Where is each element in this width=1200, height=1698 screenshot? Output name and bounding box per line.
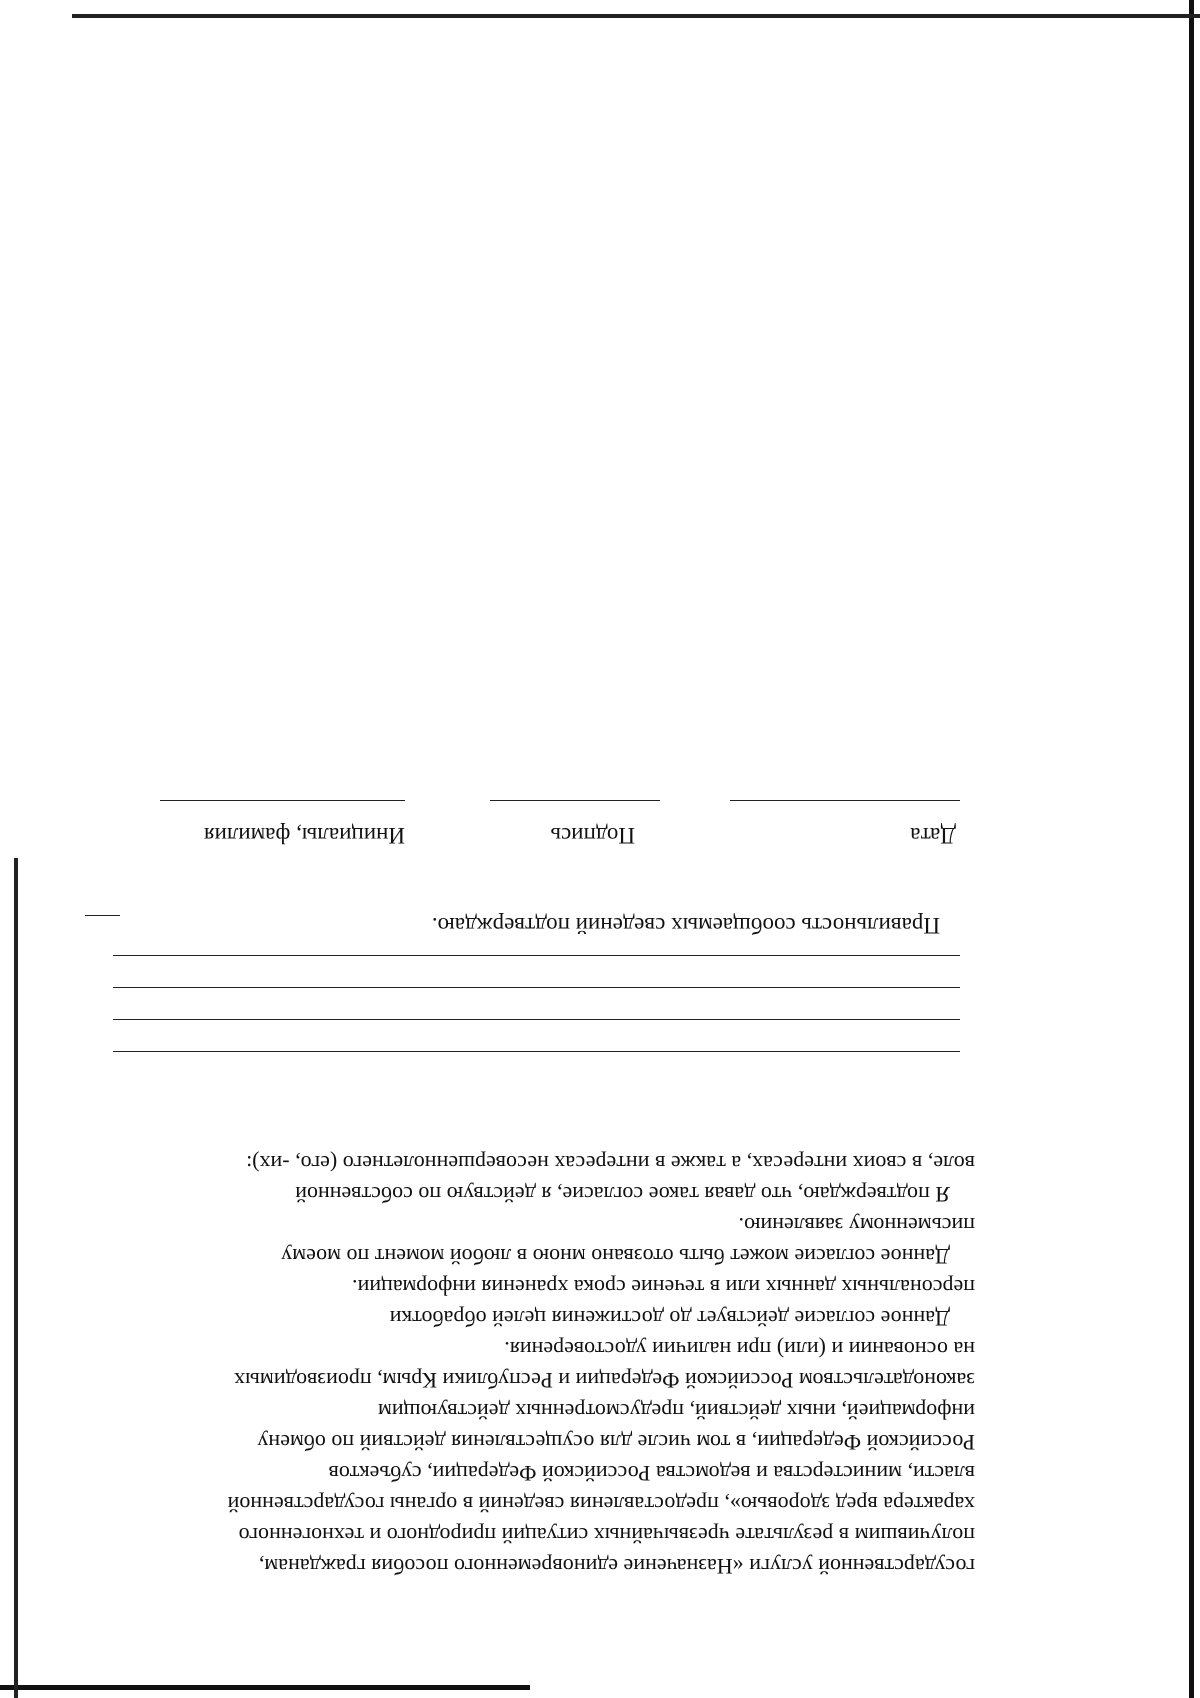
scan-edge-bottom <box>72 14 1200 18</box>
revoke-line: Данное согласие может быть отозвано мною в любой момент по моему <box>281 1244 950 1269</box>
name-label: Инициалы, фамилия <box>203 823 405 848</box>
consent-line: законодательством Российской Федерации и Республики Крым, производимых <box>234 1368 975 1393</box>
date-field[interactable] <box>730 800 960 803</box>
consent-line: информацией, иных действий, предусмотренных действующим <box>377 1399 975 1424</box>
validity-line: персональных данных или в течение срока хранения информации. <box>352 1275 975 1300</box>
blank-line[interactable] <box>113 987 960 1019</box>
blank-line[interactable] <box>113 1019 960 1051</box>
confirm-line: Я подтверждаю, что давая такое согласие, я действую по собственной <box>295 1182 950 1207</box>
validity-line: Данное согласие действует до достижения целей обработки <box>389 1306 950 1331</box>
blank-line[interactable] <box>113 955 960 987</box>
consent-line: власти, министерства и ведомства Российской Федерации, субъектов <box>328 1461 975 1486</box>
blank-line[interactable] <box>113 1051 960 1083</box>
name-field[interactable] <box>160 800 405 803</box>
accuracy-statement: Правильность сообщаемых сведений подтверждаю. <box>431 913 940 938</box>
consent-line: получившим в результате чрезвычайных ситуаций природного и техногенного <box>238 1523 975 1548</box>
consent-text <box>120 1148 975 1582</box>
consent-line: на основании и (или) при наличии удостоверения. <box>504 1337 975 1362</box>
scan-edge-right <box>14 858 18 1698</box>
scan-edge-top <box>0 1685 530 1690</box>
signature-label: Подпись <box>550 823 635 848</box>
scan-edge-left <box>1189 0 1194 1698</box>
revoke-line: письменному заявлению. <box>738 1213 975 1238</box>
signature-field[interactable] <box>490 800 660 803</box>
confirm-line: воле, в своих интересах, а также в интересах несовершеннолетнего (его, -их): <box>246 1151 975 1176</box>
consent-line: Российской Федерации, в том числе для осуществления действий по обмену <box>257 1430 975 1455</box>
date-label: Дата <box>910 823 956 848</box>
minors-blank-lines <box>113 955 960 1083</box>
consent-line: государственной услуги «Назначение единовременного пособия гражданам, <box>258 1554 975 1579</box>
consent-line: характера вред здоровью», предоставления сведений в органы государственной <box>227 1492 975 1517</box>
accuracy-line-tail <box>85 915 120 918</box>
